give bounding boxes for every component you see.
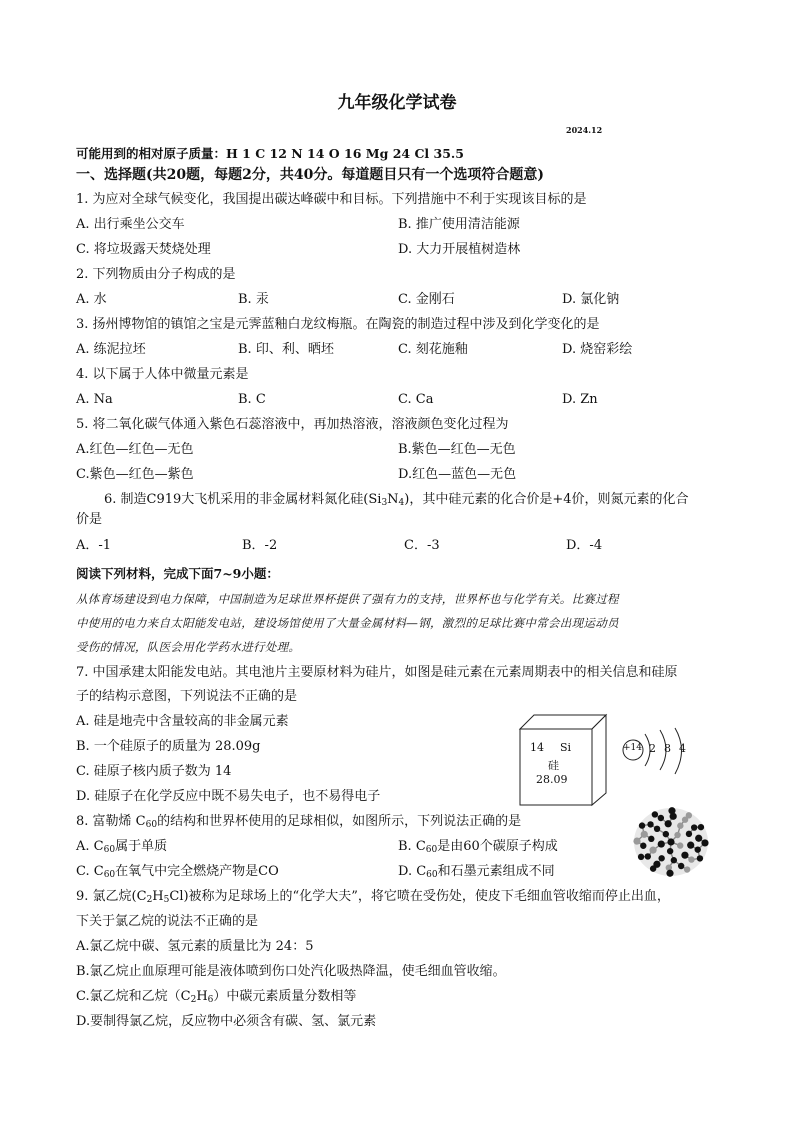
q3-option-d: D. 烧窑彩绘: [562, 342, 633, 357]
q7-option-c: C. 硅原子核内质子数为 14: [76, 764, 232, 779]
c60-atom: [650, 865, 656, 871]
q4-option-c: C. Ca: [398, 392, 434, 407]
q9-option-c: C.氯乙烷和乙烷$(C_2H_6)$中碳元素质量分数相等: [76, 989, 357, 1005]
q1-option-a: A. 出行乘坐公交车: [76, 217, 185, 232]
c60-atom: [677, 842, 683, 848]
c60-atom: [648, 836, 654, 842]
q2-stem: 2. 下列物质由分子构成的是: [76, 267, 236, 282]
c60-atom: [667, 838, 674, 845]
reading-line-3: 受伤的情况，队医会用化学药水进行处理。: [76, 640, 301, 654]
q9-option-b: B.氯乙烷止血原理可能是液体喷到伤口处汽化吸热降温，使毛细血管收缩。: [76, 964, 506, 979]
q6-stem: 6. 制造C919大飞机采用的非金属材料氮化硅$(Si_3N_4)$，其中硅元素的化合价是+4价，则氮元素的化合: [104, 492, 689, 508]
c60-atom: [645, 853, 651, 859]
nucleus-charge: +14: [623, 743, 642, 753]
c60-atom: [687, 842, 694, 849]
q9-stem-continued: 下关于氯乙烷的说法不正确的是: [76, 914, 259, 929]
c60-atom: [674, 832, 680, 838]
silicon-atom-diagram: [620, 726, 700, 776]
c60-atom: [639, 822, 645, 828]
c60-atom: [665, 820, 672, 827]
q4-option-b: B. C: [238, 392, 266, 407]
c60-atom: [658, 840, 665, 847]
atomic-number: 14: [530, 741, 544, 754]
q5-option-d: D.红色—蓝色—无色: [398, 467, 517, 482]
c60-atom: [695, 835, 702, 842]
c60-atom: [658, 855, 664, 861]
q1-option-b: B. 推广使用清洁能源: [398, 217, 520, 232]
c60-atom: [640, 843, 646, 849]
q7-option-b: B. 一个硅原子的质量为 28.09g: [76, 739, 261, 754]
q3-option-a: A. 练泥拉坯: [76, 342, 146, 357]
reading-heading: 阅读下列材料，完成下面7~9小题：: [76, 566, 279, 581]
q7-option-d: D. 硅原子在化学反应中既不易失电子，也不易得电子: [76, 789, 381, 804]
q2-option-a: A. 水: [76, 292, 107, 307]
q8-option-c: C. $C_{60}$在氧气中完全燃烧产物是CO: [76, 864, 279, 880]
c60-atom: [671, 857, 677, 863]
element-name: 硅: [548, 759, 559, 772]
c60-atom: [649, 847, 656, 854]
q8-option-a: A. $C_{60}$属于单质: [76, 839, 168, 855]
c60-atom: [668, 807, 675, 814]
q9-option-a: A.氯乙烷中碳、氢元素的质量比为 24：5: [76, 939, 314, 954]
c60-atom: [681, 852, 688, 859]
c60-atom: [647, 821, 653, 827]
q5-stem: 5. 将二氧化碳气体通入紫色石蕊溶液中，再加热溶液，溶液颜色变化过程为: [76, 417, 509, 432]
c60-atom: [688, 856, 694, 862]
c60-atom: [678, 863, 684, 869]
q6-option-c: C．-3: [404, 538, 440, 553]
c60-atom: [691, 824, 697, 830]
c60-atom: [667, 848, 673, 854]
q8-option-b: B. $C_{60}$是由60个碳原子构成: [398, 839, 558, 855]
reading-line-2: 中使用的电力来自太阳能发电站，建设场馆使用了大量金属材料—钢，激烈的足球比赛中常会出现运动员: [76, 616, 619, 630]
q3-option-c: C. 刻花施釉: [398, 342, 468, 357]
c60-atom: [701, 839, 708, 846]
reading-line-1: 从体育场建设到电力保障，中国制造为足球世界杯提供了强有力的支持，世界杯也与化学有关。比赛过程: [76, 592, 619, 606]
q8-stem: 8. 富勒烯 $C_{60}$的结构和世界杯使用的足球相似，如图所示，下列说法正确的是: [76, 814, 522, 830]
c60-atom: [641, 831, 648, 838]
shell-2-electrons: 8: [664, 742, 671, 755]
c60-atom: [633, 837, 640, 844]
q6-option-b: B．-2: [242, 538, 278, 553]
q4-option-d: D. Zn: [562, 392, 598, 407]
atomic-mass: 28.09: [536, 773, 568, 786]
q3-stem: 3. 扬州博物馆的镇馆之宝是元霁蓝釉白龙纹梅瓶。在陶瓷的制造过程中涉及到化学变化的是: [76, 317, 600, 332]
c60-atom: [677, 823, 683, 829]
q6-option-d: D．-4: [566, 538, 603, 553]
q1-option-d: D. 大力开展植树造林: [398, 242, 521, 257]
c60-atom: [663, 831, 669, 837]
c60-atom: [684, 866, 690, 872]
q1-option-c: C. 将垃圾露天焚烧处理: [76, 242, 211, 257]
q4-stem: 4. 以下属于人体中微量元素是: [76, 367, 249, 382]
q9-option-d: D.要制得氯乙烷，反应物中必须含有碳、氢、氯元素: [76, 1014, 377, 1029]
silicon-element-card: [518, 713, 610, 807]
q4-option-a: A. Na: [76, 392, 113, 407]
q2-option-c: C. 金刚石: [398, 292, 455, 307]
fullerene-c60-image: [632, 806, 710, 878]
q7-stem: 7. 中国承建太阳能发电站。其电池片主要原材料为硅片，如图是硅元素在元素周期表中的相关信息和硅原: [76, 665, 678, 680]
c60-atom: [686, 812, 692, 818]
q5-option-a: A.红色—红色—无色: [76, 442, 194, 457]
shell-1-electrons: 2: [649, 742, 656, 755]
c60-atom: [652, 811, 658, 817]
q7-option-a: A. 硅是地壳中含量较高的非金属元素: [76, 714, 289, 729]
q1-stem: 1. 为应对全球气候变化，我国提出碳达峰碳中和目标。下列措施中不利于实现该目标的是: [76, 192, 587, 207]
c60-atom: [697, 855, 703, 861]
q5-option-b: B.紫色—红色—无色: [398, 442, 516, 457]
q8-option-d: D. $C_{60}$和石墨元素组成不同: [398, 864, 555, 880]
page-title: 九年级化学试卷: [337, 93, 457, 113]
c60-atom: [654, 826, 660, 832]
q9-stem: 9. 氯乙烷$(C_2H_5Cl)$被称为足球场上的“化学大夫”，将它喷在受伤处，使皮下毛细血管收缩而停止出血，: [76, 889, 670, 905]
element-symbol: Si: [560, 741, 572, 754]
q2-option-b: B. 汞: [238, 292, 269, 307]
q3-option-b: B. 印、利、晒坯: [238, 342, 334, 357]
c60-atom: [638, 854, 644, 860]
c60-atom: [686, 831, 692, 837]
q2-option-d: D. 氯化钠: [562, 292, 620, 307]
q6-stem-continued: 价是: [76, 512, 103, 527]
q6-option-a: A．-1: [76, 538, 112, 553]
c60-atom: [695, 846, 701, 852]
section1-heading: 一、选择题(共20题，每题2分，共40分。每道题目只有一个选项符合题意): [76, 167, 544, 183]
shell-3-electrons: 4: [679, 742, 686, 755]
c60-atom: [658, 815, 664, 821]
atomic-masses: 可能用到的相对原子质量：H 1 C 12 N 14 O 16 Mg 24 Cl 35.5: [76, 146, 464, 161]
q7-stem-continued: 子的结构示意图，下列说法不正确的是: [76, 689, 298, 704]
exam-date: 2024.12: [566, 125, 603, 135]
q5-option-c: C.紫色—红色—紫色: [76, 467, 194, 482]
c60-atom: [698, 824, 704, 830]
c60-atom: [666, 870, 673, 877]
